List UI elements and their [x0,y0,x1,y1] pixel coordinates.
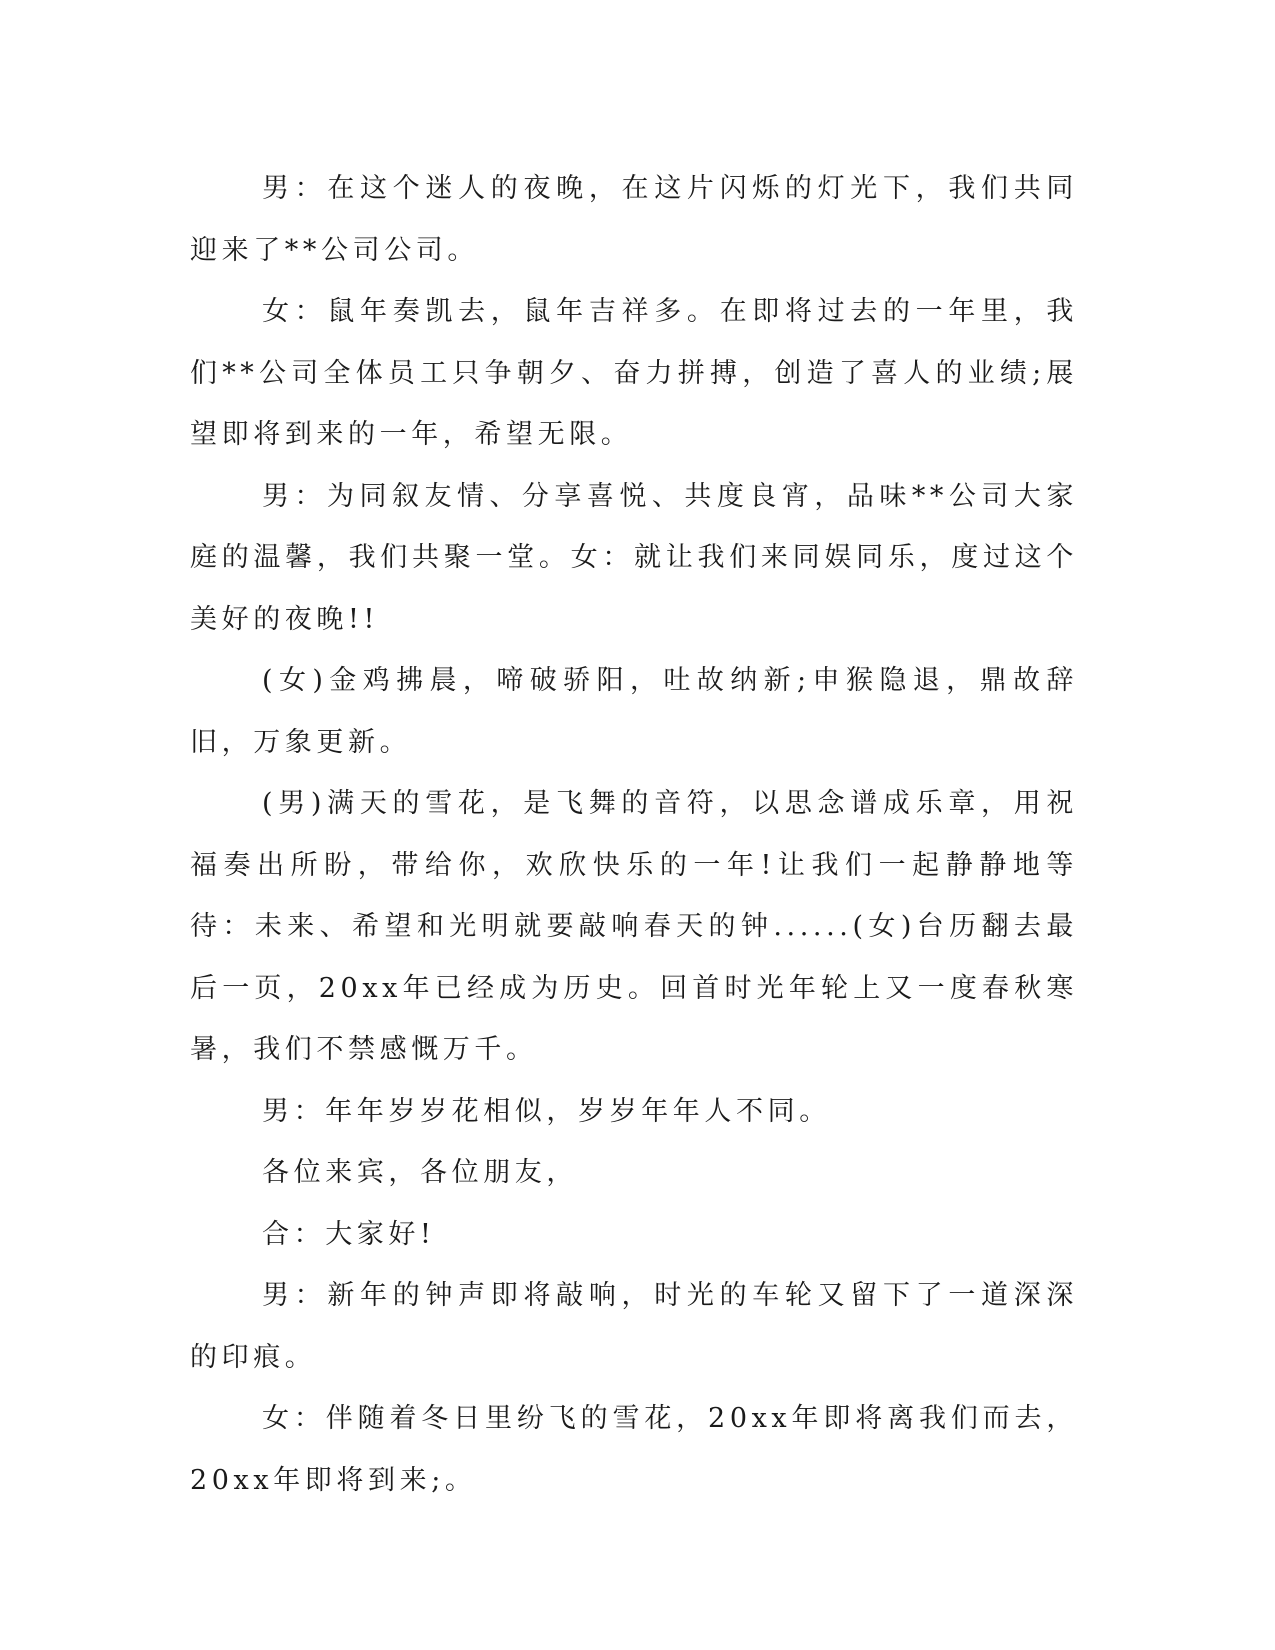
paragraph-5: (男)满天的雪花，是飞舞的音符，以思念谱成乐章，用祝福奏出所盼，带给你，欢欣快乐的一年!让我们一起静静地等待：未来、希望和光明就要敲响春天的钟......(女)台历翻去最后一页，20xx年已经成为历史。回首时光年轮上又一度春秋寒暑，我们不禁感慨万千。 [190,788,1078,1065]
document-body [190,158,1078,1511]
paragraph-1: 男：在这个迷人的夜晚，在这片闪烁的灯光下，我们共同迎来了**公司公司。 [190,173,1078,266]
paragraph-3: 男：为同叙友情、分享喜悦、共度良宵，品味**公司大家庭的温馨，我们共聚一堂。女：就让我们来同娱同乐，度过这个美好的夜晚!! [190,480,1078,635]
paragraph-7: 各位来宾，各位朋友， [262,1157,578,1188]
paragraph-9: 男：新年的钟声即将敲响，时光的车轮又留下了一道深深的印痕。 [190,1280,1078,1373]
paragraph-8: 合：大家好! [262,1218,436,1250]
paragraph-10: 女：伴随着冬日里纷飞的雪花，20xx年即将离我们而去，20xx年即将到来;。 [190,1403,1078,1496]
paragraph-4: (女)金鸡拂晨，啼破骄阳，吐故纳新;申猴隐退，鼎故辞旧，万象更新。 [190,665,1078,758]
paragraph-2: 女：鼠年奏凯去，鼠年吉祥多。在即将过去的一年里，我们**公司全体员工只争朝夕、奋力拼搏，创造了喜人的业绩;展望即将到来的一年，希望无限。 [190,296,1078,450]
paragraph-6: 男：年年岁岁花相似，岁岁年年人不同。 [262,1095,831,1127]
